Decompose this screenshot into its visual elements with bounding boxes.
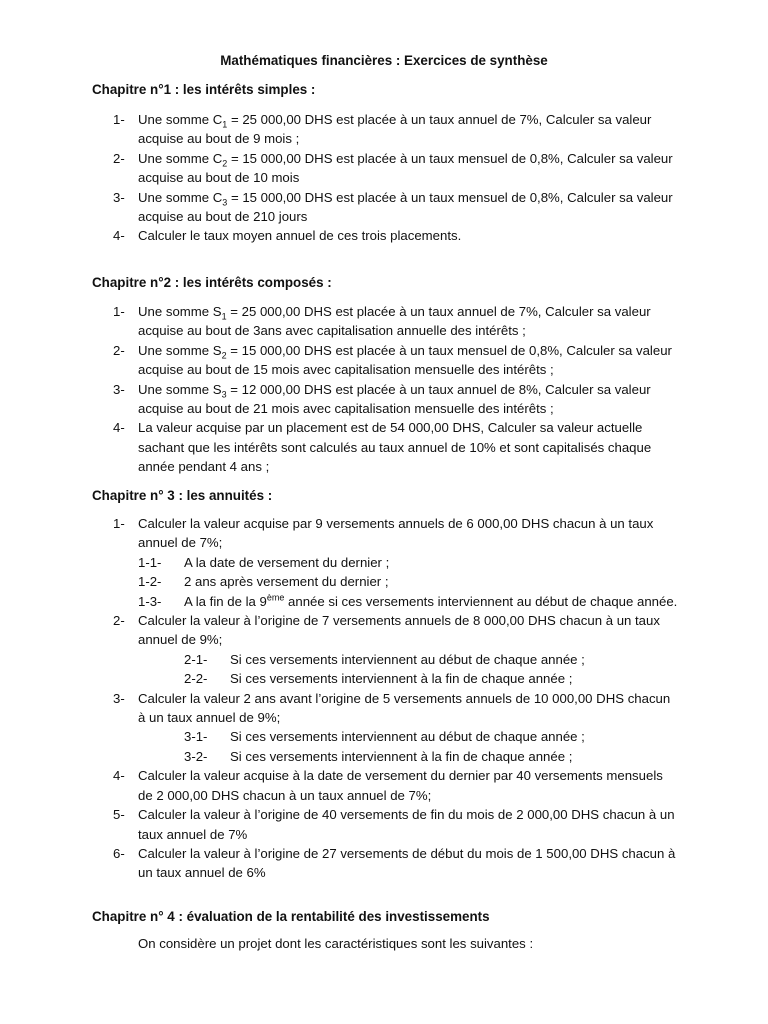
sub-list-item: 2-2- Si ces versements interviennent à la fin de chaque année ; [184,671,573,687]
list-item: 2- Calculer la valeur à l’origine de 7 versements annuels de 8 000,00 DHS chacun à un taux annuel de 9%; [113,613,660,648]
list-item: 5- Calculer la valeur à l’origine de 40 versements de fin du mois de 2 000,00 DHS chacun à un taux annuel de 7% [113,807,675,842]
list-item: 4- Calculer la valeur acquise à la date de versement du dernier par 40 versements mensuels de 2 000,00 DHS chacun à un taux annuel de 7%; [113,768,663,803]
list-item: 1- Une somme $C_1 = 25$ 000,00 DHS est placée à un taux annuel de 7%, Calculer sa valeur acquise au bout de 9 mois ; [113,112,652,147]
list-item: 6- Calculer la valeur à l’origine de 27 versements de début du mois de 1 500,00 DHS chacun à un taux annuel de 6% [113,845,676,881]
list-item: 3- Une somme $S_3 = 12$ 000,00 DHS est placée à un taux annuel de 8%, Calculer sa valeur acquise au bout de 21 mois avec capitalisation mensuelle des intérêts ; [113,381,651,417]
list-item: 4- La valeur acquise par un placement est de 54 000,00 DHS, Calculer sa valeur actuelle sachant que les intérêts sont calculés au taux annuel de 10% et sont capitalisés chaque année pendant 4 ans ; [113,420,652,475]
list-item: 1- Une somme $S_1 = 25$ 000,00 DHS est placée à un taux annuel de 7%, Calculer sa valeur acquise au bout de 3ans avec capitalisation annuelle des intérêts ; [113,304,651,339]
sub-list-item: 1-3- A la fin de la 9ème année si ces versements interviennent au début de chaque année. [138,592,678,609]
chapter-3-heading: Chapitre n° 3 : les annuités : [92,488,273,503]
chapter-4-heading: Chapitre n° 4 : évaluation de la rentabilité des investissements [92,909,490,924]
list-item: 1- Calculer la valeur acquise par 9 versements annuels de 6 000,00 DHS chacun à un taux annuel de 7%; [113,516,654,551]
list-item: 3- Calculer la valeur 2 ans avant l’origine de 5 versements annuels de 10 000,00 DHS chacun à un taux annuel de 9%; [113,690,671,726]
chapter-2-heading: Chapitre n°2 : les intérêts composés : [92,275,332,290]
list-item: 3- Une somme $C_3 = 15$ 000,00 DHS est placée à un taux mensuel de 0,8%, Calculer sa valeur acquise au bout de 210 jours [113,189,673,225]
list-item: 2- Une somme $S_2 = 15$ 000,00 DHS est placée à un taux mensuel de 0,8%, Calculer sa valeur acquise au bout de 15 mois avec capitalisation mensuelle des intérêts ; [113,342,672,378]
sub-list-item: 1-1- A la date de versement du dernier ; [138,554,390,570]
list-item: 2- Une somme $C_2 = 15$ 000,00 DHS est placée à un taux mensuel de 0,8%, Calculer sa valeur acquise au bout de 10 mois [113,150,673,186]
sub-list-item: 2-1- Si ces versements interviennent au début de chaque année ; [184,651,585,667]
chapter-4-intro: On considère un projet dont les caractéristiques sont les suivantes : [138,936,534,951]
chapter-3-list [0,514,768,883]
list-item: 4- Calculer le taux moyen annuel de ces trois placements. [113,228,462,244]
sub-list-item: 3-2- Si ces versements interviennent à la fin de chaque année ; [184,748,573,764]
chapter-2-list [0,302,768,477]
chapter-1-list [0,110,768,246]
document-title: Mathématiques financières : Exercices de synthèse [220,53,548,68]
chapter-1-heading: Chapitre n°1 : les intérêts simples : [92,82,316,97]
sub-list-item: 1-2- 2 ans après versement du dernier ; [138,574,389,590]
sub-list-item: 3-1- Si ces versements interviennent au début de chaque année ; [184,729,585,745]
